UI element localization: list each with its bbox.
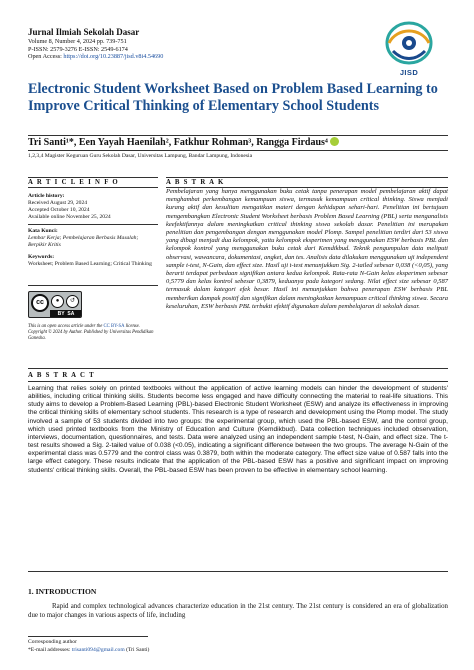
kata-kunci-label: Kata Kunci: [28,228,58,234]
accepted-date: Accepted October 10, 2024 [28,207,90,214]
received-date: Received August 29, 2024 [28,200,88,207]
keywords-text: Worksheet; Problem Based Learning; Critical Thinking [28,261,152,268]
orcid-icon[interactable] [330,137,339,146]
abstrak-heading: A B S T R A K [166,179,225,186]
article-history [28,193,156,221]
share-alike-icon: ↺ [66,295,79,308]
article-info-rule-bottom [28,187,158,188]
kata-kunci-text: Lembar Kerja; Pembelajaran Berbasis Masalah; Berpikir Kritis [28,235,139,249]
corresponding-label: Corresponding author [28,639,77,645]
abstract-rule-mid [28,381,448,382]
copyright-line: Copyright © 2024 by Author. Published by Universitas Pendidikan Ganesha. [28,330,154,342]
cc-license-badge[interactable] [28,291,82,318]
cc-license-strip [50,310,82,318]
available-date: Available online November 25, 2024 [28,214,111,221]
history-label: Article history: [28,193,65,199]
open-access-line [28,53,368,61]
license-text-after: license. [125,324,140,329]
license-link[interactable]: CC BY-SA [103,324,125,329]
info-divider [28,224,158,225]
journal-header [28,27,368,61]
license-text [28,324,158,343]
kata-kunci-block [28,228,156,249]
attribution-icon: ● [51,295,64,308]
email-label: *E-mail addresses: [28,647,71,653]
journal-logo-icon [379,21,439,65]
email-name: (Tri Santi) [126,647,150,653]
journal-logo-text: JISD [399,68,419,77]
email-line [28,646,328,654]
abstrak-body: Pembelajaran yang hanya menggunakan buku cetak tanpa penerapan model pembelajaran aktif dapat menghambat perkembangan kemampuan siswa, termasuk kemampuan critical thinking. Siswa menjadi kurang aktif dan kesulitan mengaitkan materi dengan kehidupan sehari-hari. Penelitian ini bertujuan mengembangkan Electronic Student Worksheet berbasis Problem Based Learning (PBL) serta menganalisis keefektifannya dalam meningkatkan critical thinking siswa sekolah dasar. Penelitian ini merupakan penelitian dan pengembangan dengan menggunakan model Plomp. Sampel penelitian terdiri dari 53 siswa yang dibagi menjadi dua kelompok, yaitu kelompok eksperimen yang menggunakan ESW berbasis PBL dan kelompok kontrol yang menggunakan buku cetak dari Kemdikbud. Teknik pengumpulan data meliputi observasi, wawancara, dokumentasi, angket, dan tes. Analisis data dilakukan menggunakan uji independent sample t-test, N-Gain, dan effect size. Hasil uji t-test menunjukkan Sig. 2-tailed sebesar 0,038 (<0,05), yang berarti terdapat perbedaan signifikan antara kedua kelompok. Rata-rata N-Gain kelas eksperimen sebesar 0,5779 dan kelas kontrol sebesar 0,3879, keduanya pada kategori sedang. Nilai effect size sebesar 0,587 termasuk dalam kategori efek besar. Hasil ini menunjukkan bahwa penerapan ESW berbasis PBL memberikan dampak positif dan signifikan dalam meningkatkan kemampuan critical thinking siswa. Secara keseluruhan, ESW berbasis PBL terbukti efektif digunakan dalam pembelajaran di sekolah dasar. [166,188,448,310]
doi-link[interactable]: https://doi.org/10.23887/jisd.v8i4.54690 [63,53,164,61]
license-divider [28,285,158,286]
author-names: Tri Santi¹*, Een Yayah Haenilah², Fatkhur Rohman³, Rangga Firdaus⁴ [28,137,328,148]
abstrak-rule [166,177,448,178]
author-list [28,137,448,149]
abstract-rule-bottom [28,571,448,572]
keywords-label: Keywords: [28,254,55,260]
abstract-rule [28,368,448,369]
footnote [28,638,328,654]
abstract-body: Learning that relies solely on printed textbooks without the application of active learning models can hinder the development of students' abilities, including critical thinking skills. Students become less engaged and have difficulty connecting the material to real-life situations. This study aims to develop a Problem-Based Learning (PBL)-based Electronic Student Worksheet (ESW) and analyze its effectiveness in improving the critical thinking skills of elementary school students. This research is a type of research and development using the Plomp model. The study involved a sample of 53 students divided into two groups: the experimental group, which used the PBL-based ESW, and the control group, which used printed textbooks from the Ministry of Education and Culture (Kemdikbud). Data collection techniques included observation, interviews, documentation, questionnaires, and tests. Data were analyzed using an independent sample t-test, N-Gain, and effect size. The t-test results showed a Sig. 2-tailed value of 0.038 (<0.05), indicating a significant difference between the two groups. The average N-Gain of the experimental class was 0.5779 and the control class was 0.3879, both within the moderate category. The effect size value of 0.587 falls into the large effect category. These results indicate that the application of the PBL-based ESW has a positive and significant impact on improving students' critical thinking skills. Overall, the PBL-based ESW has been proven to be effective in elementary school learning. [28,385,448,474]
footnote-rule [28,636,148,637]
open-access-label: Open Access: [28,53,62,61]
abstract-heading: A B S T R A C T [28,372,95,379]
article-title: Electronic Student Worksheet Based on Problem Based Learning to Improve Critical Thinking of Elementary School Students [28,81,438,114]
introduction-heading: 1. INTRODUCTION [28,587,97,596]
introduction-body: Rapid and complex technological advances characterize education in the 21st century. The 21st century is considered an era of globalization due to major changes in various aspects of life, including [28,603,448,619]
journal-volume: Volume 8, Number 4, 2024 pp. 739-751 [28,38,127,45]
article-info-heading: A R T I C L E I N F O [28,179,120,186]
affiliation: 1,2,3,4 Magister Keguruan Guru Sekolah Dasar, Universitas Lampung, Bandar Lampung, Indonesia [28,153,253,159]
journal-logo [372,21,446,79]
keywords-block [28,254,156,268]
by-label: BY [57,311,65,317]
journal-name: Jurnal Ilmiah Sekolah Dasar [28,27,140,37]
email-link[interactable]: trisanti094@gmail.com [71,647,125,653]
cc-icon: cc [31,294,49,312]
license-text-before: This is an open access article under the [28,324,103,329]
sa-label: SA [67,311,75,317]
article-info-rule [28,177,158,178]
journal-issn: P-ISSN: 2579-3276 E-ISSN: 2549-6174 [28,45,128,53]
